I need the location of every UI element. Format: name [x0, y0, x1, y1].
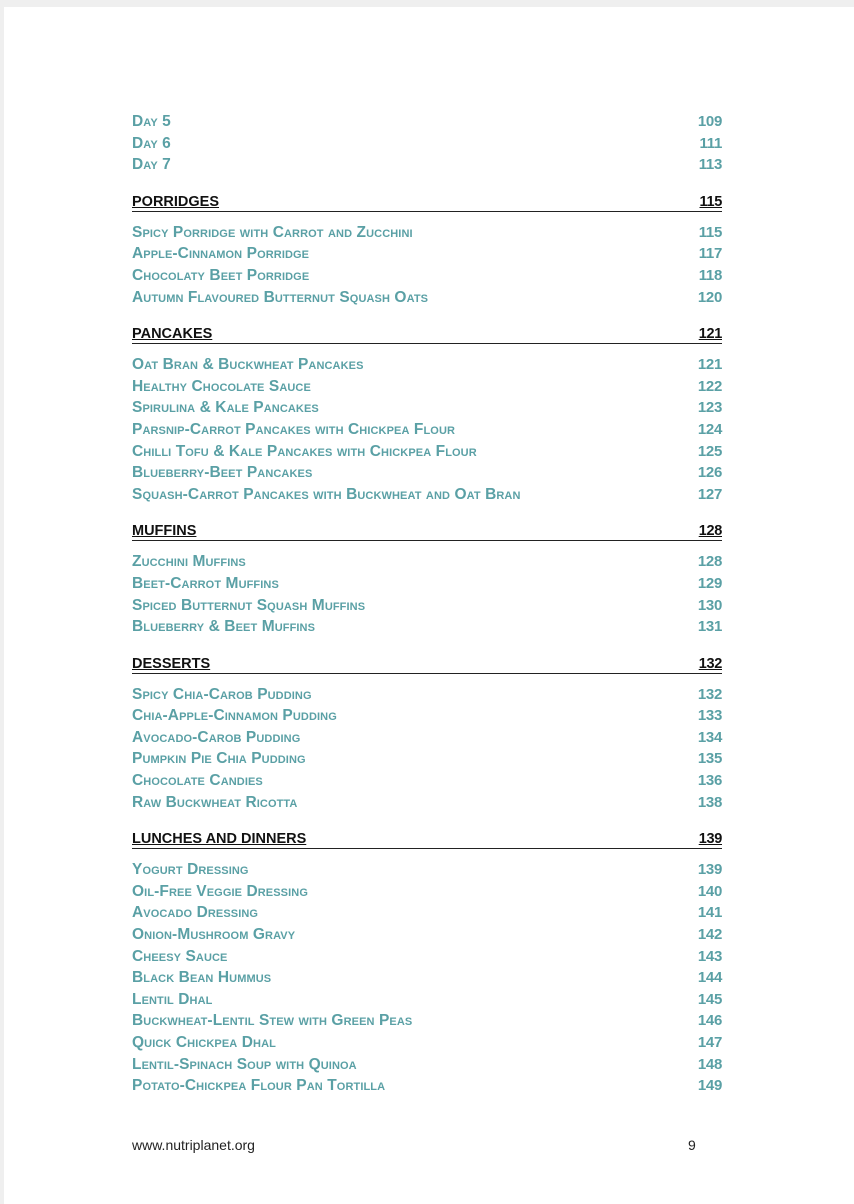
section-heading[interactable]	[132, 830, 722, 849]
toc-entry-page-number: 146	[697, 1012, 722, 1030]
footer-url[interactable]: www.nutriplanet.org	[132, 1137, 255, 1153]
toc-entry[interactable]	[132, 133, 722, 155]
toc-entry-title: Buckwheat-Lentil Stew with Green Peas	[132, 1012, 413, 1030]
toc-entry-page-number: 132	[697, 685, 722, 703]
toc-entry[interactable]	[132, 441, 722, 463]
toc-entry-page-number: 117	[698, 245, 722, 263]
toc-entry-title: Lentil-Spinach Soup with Quinoa	[132, 1055, 357, 1073]
toc-entry-page-number: 118	[698, 266, 722, 284]
toc-entry-title: Potato-Chickpea Flour Pan Tortilla	[132, 1077, 386, 1095]
toc-entry-page-number: 127	[697, 485, 722, 503]
section-page-number: 121	[698, 326, 722, 343]
toc-entry[interactable]	[132, 222, 722, 244]
toc-entry[interactable]	[132, 881, 722, 903]
toc-entry[interactable]	[132, 397, 722, 419]
toc-entry-title: Oat Bran & Buckwheat Pancakes	[132, 356, 364, 374]
toc-entry-title: Raw Buckwheat Ricotta	[132, 793, 298, 811]
toc-entry-page-number: 147	[697, 1034, 722, 1051]
toc-entry-page-number: 121	[697, 356, 722, 374]
toc-entry-title: Squash-Carrot Pancakes with Buckwheat and Oat Bran	[132, 485, 521, 503]
toc-entry-title: Onion-Mushroom Gravy	[132, 926, 296, 944]
toc-entry-title: Yogurt Dressing	[132, 861, 249, 879]
toc-entry-page-number: 123	[697, 399, 722, 417]
toc-entry-page-number: 111	[699, 134, 722, 152]
toc-entry-page-number: 144	[697, 969, 722, 987]
toc-entry[interactable]	[132, 946, 722, 968]
toc-entry-page-number: 115	[698, 223, 722, 241]
toc-entry[interactable]	[132, 616, 722, 638]
toc-entry[interactable]	[132, 684, 722, 706]
section-heading[interactable]	[132, 325, 722, 344]
toc-entry-title: Avocado Dressing	[132, 904, 259, 922]
toc-entry-title: Chilli Tofu & Kale Pancakes with Chickpea Flour	[132, 442, 477, 460]
toc-entry[interactable]	[132, 573, 722, 595]
section-title: PORRIDGES	[132, 193, 220, 210]
toc-entry-page-number: 131	[697, 618, 722, 636]
section-title: DESSERTS	[132, 655, 211, 672]
document-page	[4, 7, 854, 1204]
toc-entry[interactable]	[132, 154, 722, 176]
toc-entry[interactable]	[132, 265, 722, 287]
toc-entry-title: Black Bean Hummus	[132, 969, 272, 987]
section-heading[interactable]	[132, 522, 722, 541]
section-heading[interactable]	[132, 193, 722, 212]
toc-entry[interactable]	[132, 967, 722, 989]
toc-entry-title: Quick Chickpea Dhal	[132, 1034, 276, 1051]
section-title: LUNCHES AND DINNERS	[132, 831, 307, 848]
toc-entry-title: Spicy Porridge with Carrot and Zucchini	[132, 223, 413, 241]
toc-entry[interactable]	[132, 354, 722, 376]
toc-entry-page-number: 139	[697, 861, 722, 879]
section-heading[interactable]	[132, 655, 722, 674]
toc-entry-title: Chocolaty Beet Porridge	[132, 266, 310, 284]
toc-entry-title: Chocolate Candies	[132, 772, 263, 790]
section-page-number: 139	[698, 831, 722, 848]
toc-entry[interactable]	[132, 111, 722, 133]
toc-entry-page-number: 148	[697, 1055, 722, 1073]
toc-entry-title: Healthy Chocolate Sauce	[132, 377, 311, 395]
toc-entry-page-number: 136	[697, 772, 722, 790]
toc-entry-title: Lentil Dhal	[132, 990, 213, 1008]
toc-entry-title: Spicy Chia-Carob Pudding	[132, 685, 312, 703]
toc-entry-page-number: 134	[697, 728, 722, 746]
toc-entry-page-number: 140	[697, 882, 722, 900]
toc-entry-title: Chia-Apple-Cinnamon Pudding	[132, 707, 337, 725]
toc-entry[interactable]	[132, 287, 722, 309]
toc-entry[interactable]	[132, 419, 722, 441]
toc-entry[interactable]	[132, 1054, 722, 1076]
section-page-number: 115	[699, 193, 722, 210]
toc-entry[interactable]	[132, 484, 722, 506]
toc-entry-page-number: 124	[697, 420, 722, 438]
toc-entry[interactable]	[132, 859, 722, 881]
toc-entry-page-number: 141	[697, 904, 722, 922]
section-page-number: 132	[698, 655, 722, 672]
toc-entry-page-number: 142	[697, 926, 722, 944]
toc-entry[interactable]	[132, 792, 722, 814]
toc-entry-page-number: 122	[697, 377, 722, 395]
toc-entry-title: Oil-Free Veggie Dressing	[132, 882, 308, 900]
toc-entry[interactable]	[132, 243, 722, 265]
toc-entry[interactable]	[132, 376, 722, 398]
toc-entry-title: Avocado-Carob Pudding	[132, 728, 301, 746]
section-title: PANCAKES	[132, 326, 213, 343]
toc-entry[interactable]	[132, 770, 722, 792]
toc-entry-title: Spiced Butternut Squash Muffins	[132, 596, 366, 614]
toc-entry-page-number: 135	[697, 750, 722, 768]
toc-entry-page-number: 126	[697, 464, 722, 482]
toc-entry-page-number: 149	[697, 1077, 722, 1095]
toc-entry[interactable]	[132, 595, 722, 617]
toc-entry-title: Day 5	[132, 113, 171, 130]
toc-entry-page-number: 143	[697, 947, 722, 965]
toc-entry-title: Cheesy Sauce	[132, 947, 228, 965]
toc-entry-page-number: 129	[697, 574, 722, 592]
toc-entry-title: Blueberry & Beet Muffins	[132, 618, 316, 636]
toc-entry[interactable]	[132, 551, 722, 573]
section-page-number: 128	[698, 523, 722, 540]
toc-entry[interactable]	[132, 1010, 722, 1032]
toc-entry-title: Autumn Flavoured Butternut Squash Oats	[132, 288, 429, 306]
toc-entry[interactable]	[132, 989, 722, 1011]
toc-entry-page-number: 128	[697, 553, 722, 571]
section-title: MUFFINS	[132, 523, 197, 540]
table-of-contents	[132, 111, 722, 1097]
toc-entry-page-number: 130	[697, 596, 722, 614]
toc-entry-title: Pumpkin Pie Chia Pudding	[132, 750, 306, 768]
toc-entry-title: Zucchini Muffins	[132, 553, 246, 571]
toc-entry[interactable]	[132, 462, 722, 484]
toc-entry-title: Beet-Carrot Muffins	[132, 574, 279, 592]
toc-entry-page-number: 109	[697, 113, 722, 130]
toc-entry-title: Apple-Cinnamon Porridge	[132, 245, 310, 263]
toc-entry-page-number: 125	[697, 442, 722, 460]
toc-entry[interactable]	[132, 924, 722, 946]
toc-entry[interactable]	[132, 1032, 722, 1054]
footer-page-number: 9	[688, 1137, 696, 1153]
toc-entry-title: Day 7	[132, 156, 171, 174]
toc-entry-title: Parsnip-Carrot Pancakes with Chickpea Flour	[132, 420, 456, 438]
toc-entry-page-number: 133	[697, 707, 722, 725]
toc-entry-title: Blueberry-Beet Pancakes	[132, 464, 313, 482]
toc-entry-page-number: 138	[697, 793, 722, 811]
toc-entry-page-number: 113	[698, 156, 722, 174]
toc-entry[interactable]	[132, 727, 722, 749]
toc-entry-title: Spirulina & Kale Pancakes	[132, 399, 319, 417]
toc-entry[interactable]	[132, 705, 722, 727]
toc-entry[interactable]	[132, 902, 722, 924]
toc-entry[interactable]	[132, 748, 722, 770]
toc-entry-page-number: 120	[697, 288, 722, 306]
toc-entry[interactable]	[132, 1075, 722, 1097]
toc-entry-page-number: 145	[697, 990, 722, 1008]
toc-entry-title: Day 6	[132, 134, 171, 152]
